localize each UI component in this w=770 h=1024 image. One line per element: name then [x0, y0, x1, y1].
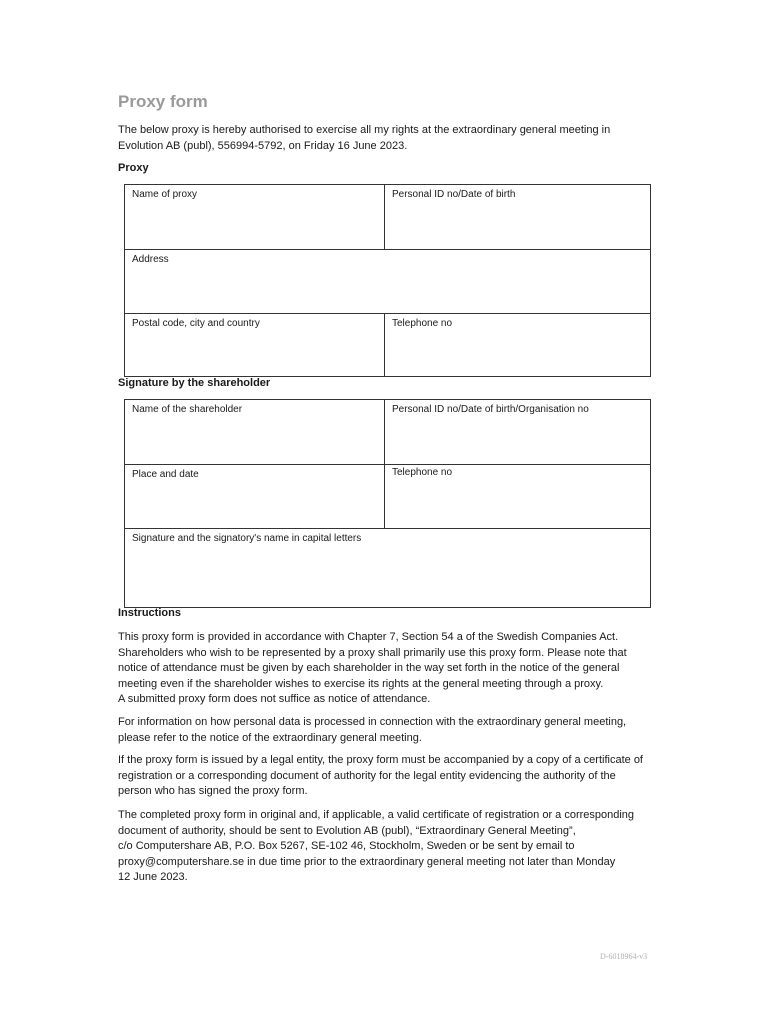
instructions-p1-note: A submitted proxy form does not suffice as notice of attendance.	[118, 693, 431, 705]
instructions-heading: Instructions	[118, 607, 181, 619]
proxy-heading: Proxy	[118, 162, 149, 174]
instructions-p4-date: 12 June 2023.	[118, 871, 188, 883]
instructions-paragraph-1	[118, 630, 652, 708]
proxy-telephone-field[interactable]	[385, 314, 650, 376]
shareholder-personal-id-field[interactable]	[385, 400, 650, 464]
shareholder-name-field[interactable]	[125, 400, 385, 464]
page-title: Proxy form	[118, 92, 208, 111]
shareholder-name-label: Name of the shareholder	[132, 404, 243, 415]
instructions-p2-text: For information on how personal data is processed in connection with the extraordinary general meeting, please refer to the notice of the extraordinary general meeting.	[118, 716, 627, 744]
proxy-postal-field[interactable]	[125, 314, 385, 376]
document-id: D-6018964-v3	[600, 952, 648, 961]
proxy-row-postal	[125, 313, 650, 376]
instructions-paragraph-2	[118, 715, 652, 746]
intro-text: The below proxy is hereby authorised to exercise all my rights at the extraordinary general meeting in Evolution AB (publ), 556994-5792, on Friday 16 June 2023.	[118, 124, 611, 152]
signature-label: Signature and the signatory's name in capital letters	[132, 533, 362, 544]
proxy-address-label: Address	[132, 254, 169, 265]
shareholder-personal-id-label: Personal ID no/Date of birth/Organisation no	[392, 404, 589, 415]
proxy-table	[124, 184, 651, 377]
shareholder-telephone-label: Telephone no	[392, 467, 453, 478]
instructions-p4-text: The completed proxy form in original and, if applicable, a valid certificate of registration or a corresponding document of authority, should be sent to Evolution AB (publ), “Extraordinary General Meeting”,	[118, 809, 635, 837]
shareholder-telephone-field[interactable]	[385, 465, 650, 528]
instructions-p1-text: This proxy form is provided in accordance with Chapter 7, Section 54 a of the Swedish Companies Act. Shareholders who wish to be represented by a proxy shall primarily use this proxy form. Please note that notice of attendance must be given by each shareholder in the way set forth in the notice of the general meeting even if the shareholder wishes to exercise its rights at the general meeting through a proxy.	[118, 631, 627, 690]
proxy-name-label: Name of proxy	[132, 189, 198, 200]
signature-row-sign	[125, 528, 650, 607]
proxy-personal-id-label: Personal ID no/Date of birth	[392, 189, 516, 200]
place-date-field[interactable]	[125, 465, 385, 528]
proxy-row-name	[125, 185, 650, 249]
proxy-row-address	[125, 249, 650, 313]
signature-table	[124, 399, 651, 608]
instructions-p3-text: If the proxy form is issued by a legal entity, the proxy form must be accompanied by a copy of a certificate of registration or a corresponding document of authority for the legal entity evidencing the authority of the person who has signed the proxy form.	[118, 754, 643, 797]
instructions-paragraph-3	[118, 753, 652, 800]
signature-row-name	[125, 400, 650, 464]
proxy-address-field[interactable]	[125, 250, 650, 313]
proxy-name-field[interactable]	[125, 185, 385, 249]
signature-heading: Signature by the shareholder	[118, 377, 271, 389]
signature-row-place	[125, 464, 650, 528]
instructions-p4-address: c/o Computershare AB, P.O. Box 5267, SE-102 46, Stockholm, Sweden or be sent by email to proxy@computershare.se in due time prior to the extraordinary general meeting not later than Monday	[118, 840, 616, 868]
instructions-paragraph-4	[118, 808, 652, 886]
place-date-label: Place and date	[132, 469, 199, 480]
proxy-postal-label: Postal code, city and country	[132, 318, 260, 329]
proxy-telephone-label: Telephone no	[392, 318, 453, 329]
signature-field[interactable]	[125, 529, 650, 607]
proxy-personal-id-field[interactable]	[385, 185, 650, 249]
